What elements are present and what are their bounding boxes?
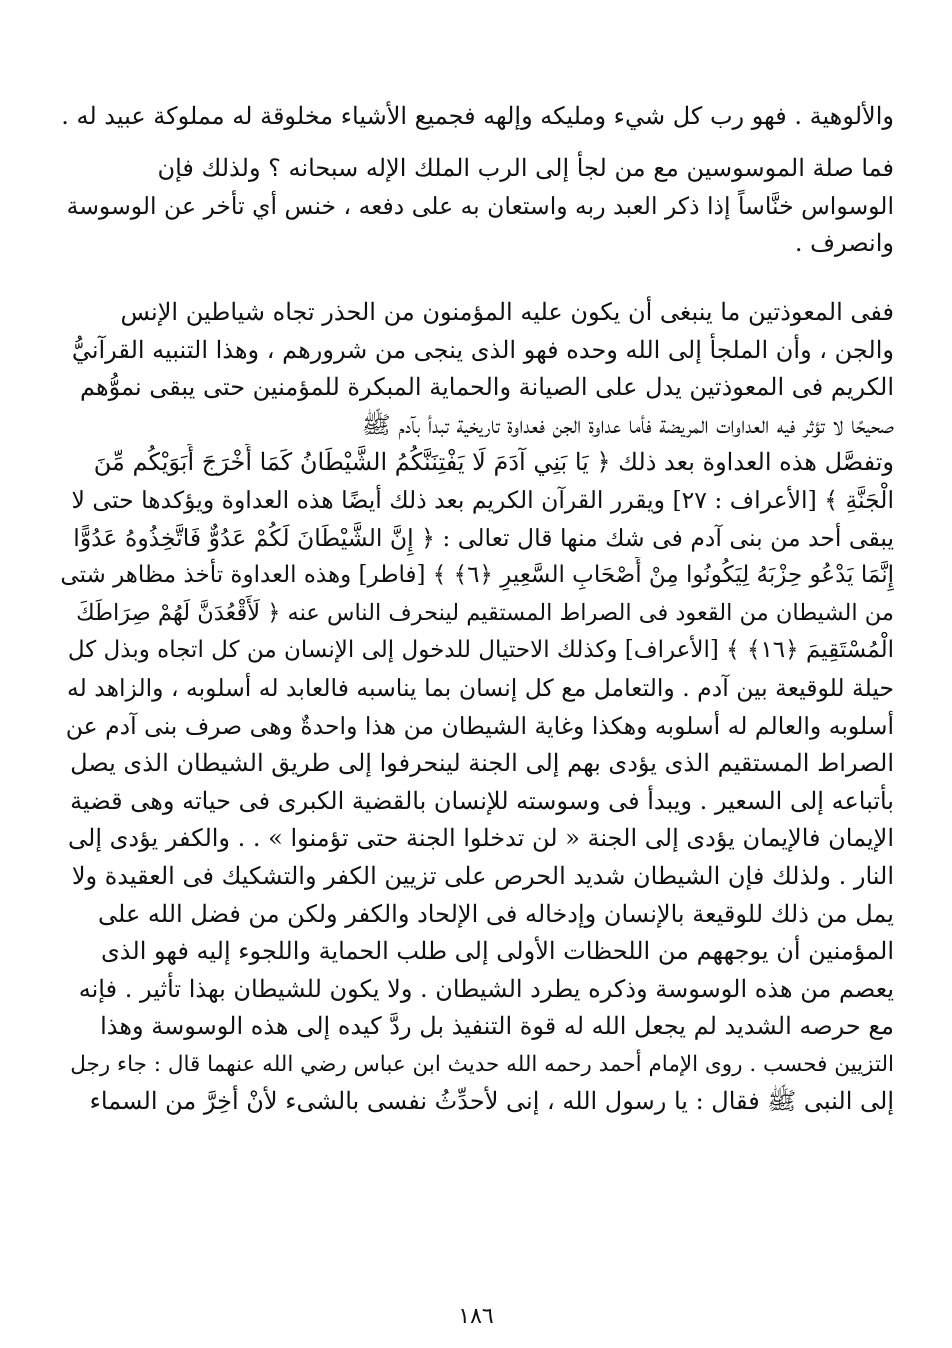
text-line: فما صلة الموسوسين مع من لجأ إلى الرب الملك الإله سبحانه ؟ ولذلك فإن: [157, 154, 894, 182]
text-line: بأتباعه إلى السعير . ويبدأ فى وسوسته للإنسان بالقضية الكبرى فى حياته وهى قضية: [70, 786, 894, 815]
text-line: أسلوبه والعالم له أسلوبه وهكذا وغاية الشيطان من هذا واحدةٌ وهى صرف بنى آدم عن: [65, 711, 894, 740]
text-line: مع حرصه الشديد لم يجعل الله له قوة التنفيذ بل ردَّ كيده إلى هذه الوسوسة وهذا: [100, 1012, 894, 1041]
text-line-quran-verse: من الشيطان من القعود فى الصراط المستقيم لينحرف الناس عنه ﴿ لَأَقْعُدَنَّ لَهُمْ صِرَاطَكَ: [76, 599, 894, 626]
text-line: التزيين فحسب . روى الإمام أحمد رحمه الله حديث ابن عباس رضي الله عنهما قال : جاء رجل: [70, 1051, 894, 1077]
text-line: الكريم فى المعوذتين يدل على الصيانة والحماية المبكرة للمؤمنين حتى يبقى نموُّهم: [80, 373, 894, 402]
text-line: الوسواس خنَّاساً إذا ذكر العبد ربه واستعان به على دفعه ، خنس أي تأخر عن الوسوسة: [66, 191, 894, 220]
text-line: والألوهية . فهو رب كل شيء ومليكه وإلهه فجميع الأشياء مخلوقة له مملوكة عبيد له .: [61, 102, 894, 130]
text-line: إلى النبى ﷺ فقال : يا رسول الله ، إنى لأحدِّثُ نفسى بالشىء لأنْ أخِرَّ من السماء: [89, 1087, 894, 1116]
paragraph-3: [60, 294, 894, 1121]
text-line-quran-verse: الْمُسْتَقِيمَ ﴿١٦﴾ ﴾ [الأعراف] وكذلك الاحتيال للدخول إلى الإنسان من كل اتجاه وبذل كل: [67, 637, 894, 664]
paragraph-2: [60, 150, 894, 263]
text-line: صحيحًا لا تؤثر فيه العداوات المريضة فأما عداوة الجن فعداوة تاريخية تبدأ بآدم ﷺ: [361, 410, 894, 439]
text-line: ففى المعوذتين ما ينبغى أن يكون عليه المؤمنون من الحذر تجاه شياطين الإنس: [120, 298, 894, 326]
text-line: الصراط المستقيم الذى يؤدى بهم إلى الجنة لينحرفوا إلى طريق الشيطان الذى يصل: [70, 749, 894, 778]
text-line: النار . ولذلك فإن الشيطان شديد الحرص على تزيين الكفر والتشكيك فى العقيدة ولا: [71, 861, 894, 890]
text-line: يمل من ذلك للوقيعة بالإنسان وإدخاله فى الإلحاد والكفر ولكن من فضل الله على: [98, 899, 894, 928]
text-line: والجن ، وأن الملجأ إلى الله وحده فهو الذى ينجى من شرورهم ، وهذا التنبيه القرآنيُّ: [71, 335, 894, 364]
text-line-quran-verse: يبقى أحد من بنى آدم فى شك منها قال تعالى : ﴿ إِنَّ الشَّيْطَانَ لَكُمْ عَدُوٌّ فَاتَّخِذُوهُ عَدُوًّا: [73, 523, 894, 552]
text-line: الْجَنَّةِ ﴾ [الأعراف : ٢٧] ويقرر القرآن الكريم بعد ذلك أيضًا هذه العداوة ويؤكدها حتى لا: [71, 485, 894, 514]
text-line-quran-verse: إِنَّمَا يَدْعُو حِزْبَهُ لِيَكُونُوا مِنْ أَصْحَابِ السَّعِيرِ ﴿٦﴾ ﴾ [فاطر] وهذه العداوة تأخذ مظاهر شتى: [60, 562, 894, 589]
text-line: وانصرف .: [794, 229, 894, 258]
page-number: ١٨٦: [458, 1304, 494, 1329]
paragraph-1: [60, 98, 894, 136]
text-line: المؤمنين أن يوجههم من اللحظات الأولى إلى طلب الحماية واللجوء إليه فهو الذى: [101, 937, 894, 966]
text-line: يعصم من هذه الوسوسة وذكره يطرد الشيطان . ولا يكون للشيطان بهذا تأثير . فإنه: [78, 974, 894, 1003]
text-line-quran-verse: وتفصَّل هذه العداوة بعد ذلك ﴿ يَا بَنِي آدَمَ لَا يَفْتِنَنَّكُمُ الشَّيْطَانُ كَمَا أَخْرَجَ أَبَوَيْكُم مِّنَ: [93, 448, 894, 477]
text-line: حيلة للوقيعة بين آدم . والتعامل مع كل إنسان بما يناسبه فالعابد له أسلوبه ، والزاهد له: [67, 673, 894, 702]
text-line: الإيمان فالإيمان يؤدى إلى الجنة « لن تدخلوا الجنة حتى تؤمنوا » . . والكفر يؤدى إلى: [68, 824, 894, 853]
